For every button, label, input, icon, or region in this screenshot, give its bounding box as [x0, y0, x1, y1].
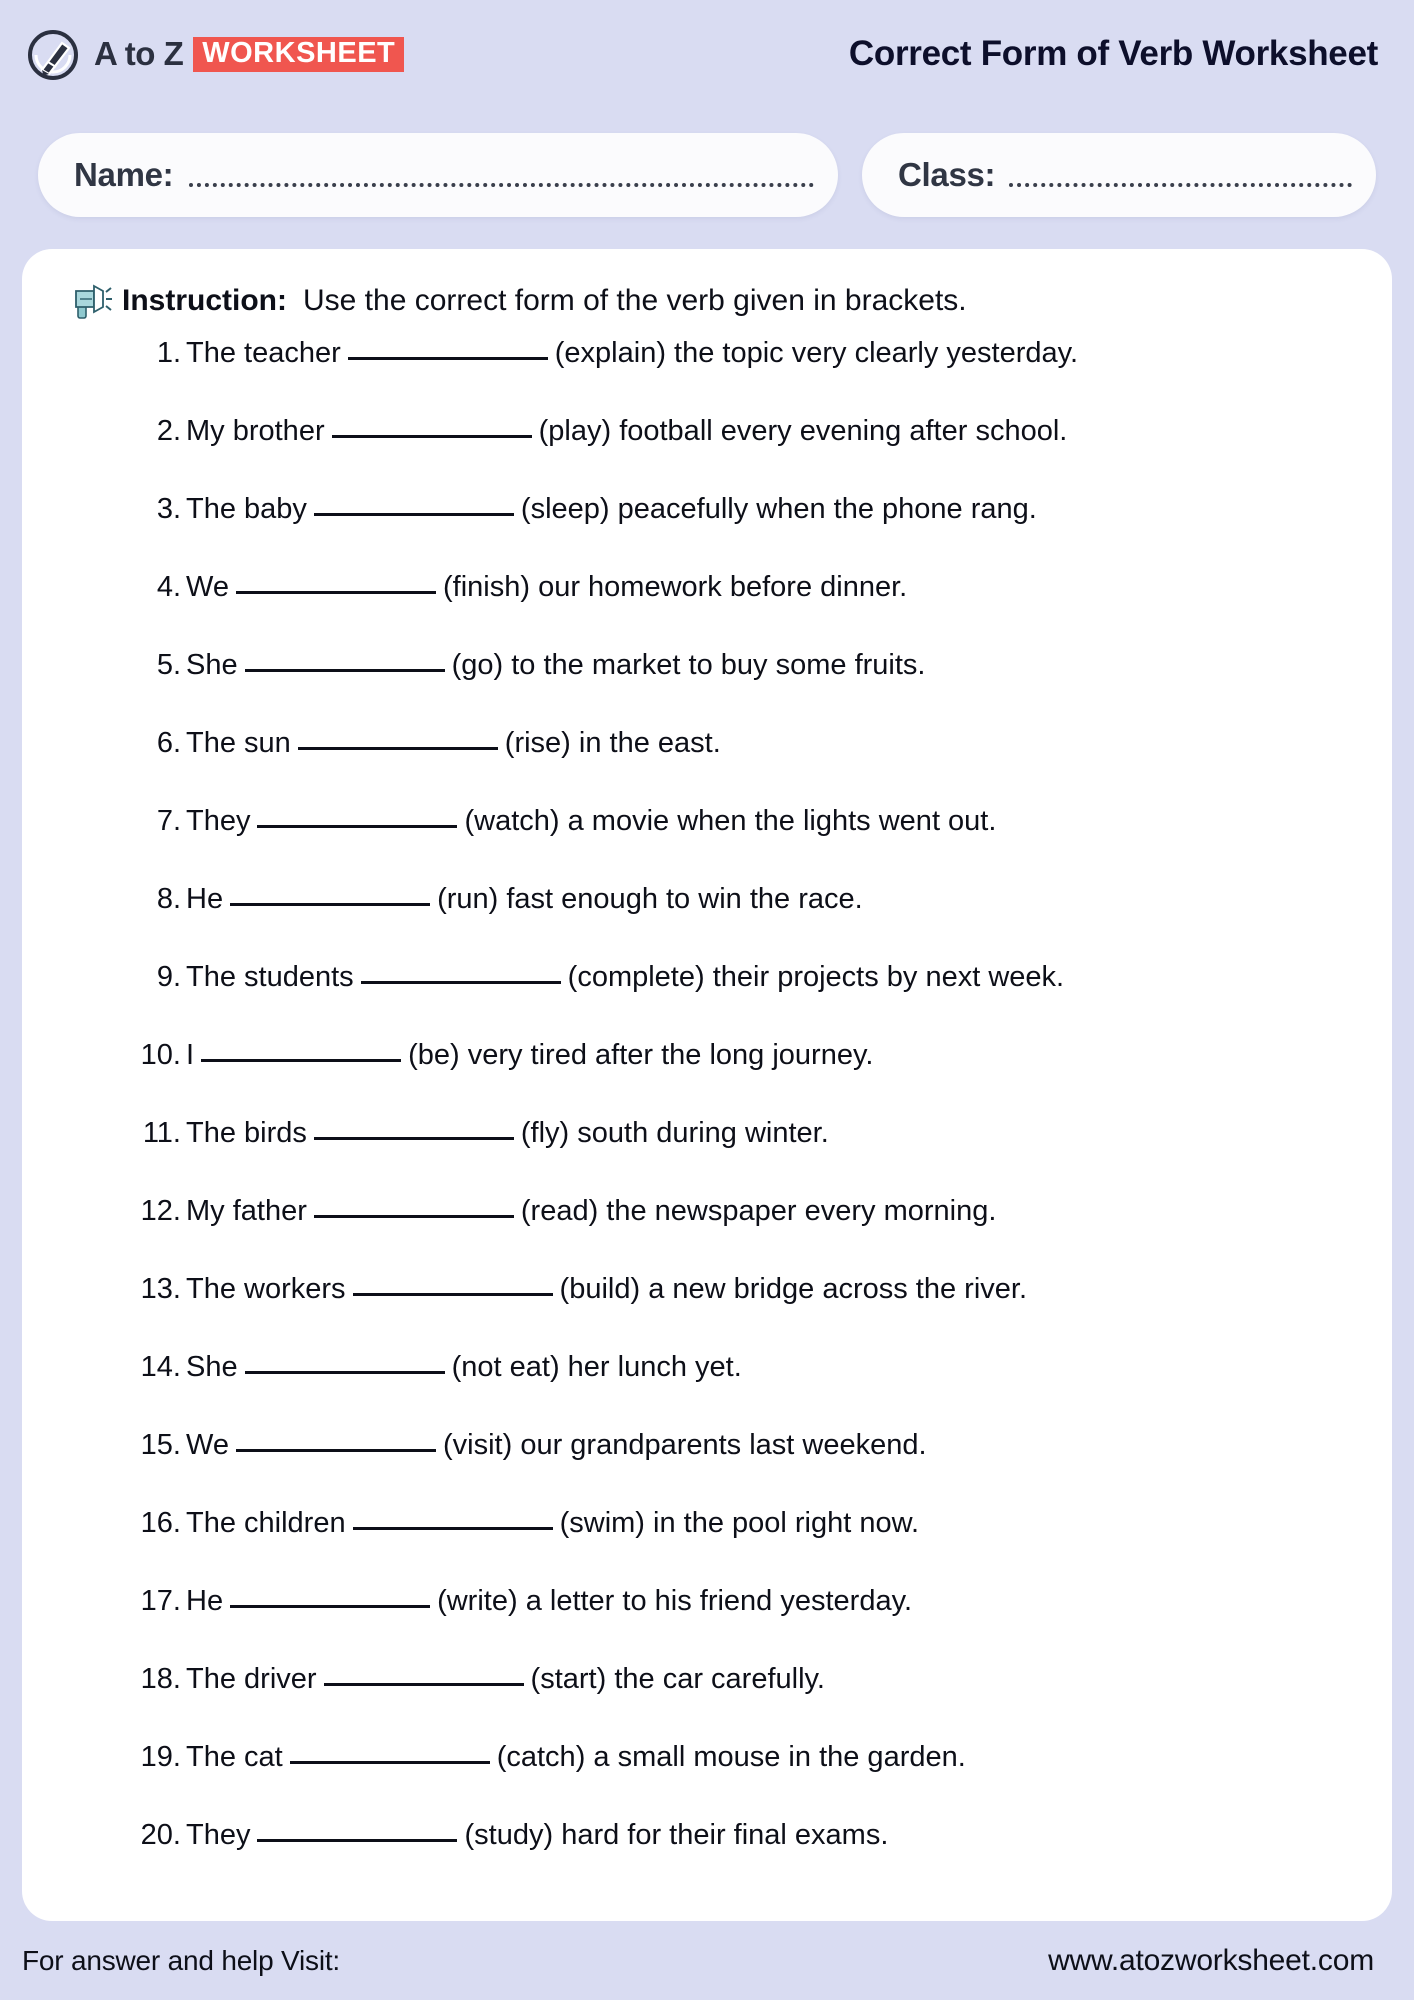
question-sentence	[186, 961, 1064, 994]
answer-blank[interactable]	[257, 825, 457, 828]
answer-blank[interactable]	[314, 1137, 514, 1140]
question-text-after-blank: the topic very clearly yesterday.	[674, 337, 1079, 369]
verb-hint: (study)	[464, 1819, 554, 1851]
brand-logo[interactable]	[26, 26, 404, 82]
page-title: Correct Form of Verb Worksheet	[848, 34, 1378, 73]
question-text-after-blank: fast enough to win the race.	[506, 883, 863, 915]
question-sentence	[186, 883, 863, 916]
question-number: 7.	[156, 805, 181, 837]
answer-blank[interactable]	[230, 1605, 430, 1608]
question-number: 6.	[156, 727, 181, 759]
verb-hint: (start)	[530, 1663, 607, 1695]
instruction-row	[56, 281, 1358, 321]
question-row	[128, 571, 1358, 649]
answer-blank[interactable]	[236, 1449, 436, 1452]
question-text-after-blank: football every evening after school.	[619, 415, 1068, 447]
question-text-before-blank: The cat	[186, 1741, 283, 1773]
verb-hint: (complete)	[567, 961, 705, 993]
question-row	[128, 1663, 1358, 1741]
question-text-before-blank: My brother	[186, 415, 325, 447]
question-text-before-blank: We	[186, 571, 229, 603]
question-row	[128, 1819, 1358, 1897]
page-header	[0, 0, 1414, 108]
question-sentence	[186, 1507, 919, 1540]
question-row	[128, 1273, 1358, 1351]
question-row	[128, 1429, 1358, 1507]
question-number: 19.	[140, 1741, 181, 1773]
verb-hint: (build)	[559, 1273, 641, 1305]
class-field[interactable]	[862, 133, 1376, 217]
footer-website[interactable]: www.atozworksheet.com	[1048, 1943, 1374, 1977]
question-number: 16.	[140, 1507, 181, 1539]
question-text-before-blank: She	[186, 649, 238, 681]
question-text-before-blank: The baby	[186, 493, 307, 525]
verb-hint: (rise)	[504, 727, 571, 759]
question-text-after-blank: our grandparents last weekend.	[520, 1429, 927, 1461]
answer-blank[interactable]	[257, 1839, 457, 1842]
question-text-before-blank: The children	[186, 1507, 346, 1539]
question-sentence	[186, 415, 1067, 448]
question-text-after-blank: hard for their final exams.	[561, 1819, 889, 1851]
question-row	[128, 337, 1358, 415]
verb-hint: (fly)	[520, 1117, 570, 1149]
question-row	[128, 883, 1358, 961]
question-text-before-blank: She	[186, 1351, 238, 1383]
verb-hint: (go)	[451, 649, 504, 681]
name-field-label: Name:	[74, 156, 174, 193]
question-number: 11.	[142, 1117, 181, 1149]
question-sentence	[186, 493, 1037, 526]
question-row	[128, 1585, 1358, 1663]
question-text-before-blank: The driver	[186, 1663, 317, 1695]
question-sentence	[186, 1273, 1027, 1306]
pen-circle-icon	[26, 26, 82, 82]
question-text-after-blank: very tired after the long journey.	[467, 1039, 874, 1071]
question-sentence	[186, 337, 1078, 370]
answer-blank[interactable]	[314, 513, 514, 516]
answer-blank[interactable]	[298, 747, 498, 750]
name-field-writing-line[interactable]	[189, 183, 814, 187]
question-number: 4.	[156, 571, 181, 603]
verb-hint: (write)	[437, 1585, 518, 1617]
name-field[interactable]	[38, 133, 838, 217]
megaphone-icon	[70, 281, 112, 321]
question-text-after-blank: a small mouse in the garden.	[593, 1741, 966, 1773]
answer-blank[interactable]	[245, 1371, 445, 1374]
verb-hint: (sleep)	[520, 493, 610, 525]
question-text-after-blank: to the market to buy some fruits.	[511, 649, 926, 681]
verb-hint: (read)	[520, 1195, 599, 1227]
verb-hint: (play)	[538, 415, 612, 447]
question-text-after-blank: a new bridge across the river.	[648, 1273, 1028, 1305]
question-text-before-blank: The students	[186, 961, 354, 993]
question-row	[128, 493, 1358, 571]
question-text-before-blank: They	[186, 805, 251, 837]
answer-blank[interactable]	[290, 1761, 490, 1764]
question-number: 18.	[140, 1663, 181, 1695]
worksheet-card	[22, 249, 1392, 1921]
question-text-after-blank: our homework before dinner.	[538, 571, 908, 603]
question-list	[56, 337, 1358, 1897]
question-sentence	[186, 1663, 825, 1696]
answer-blank[interactable]	[332, 435, 532, 438]
question-number: 8.	[156, 883, 181, 915]
question-row	[128, 1195, 1358, 1273]
answer-blank[interactable]	[324, 1683, 524, 1686]
verb-hint: (not eat)	[451, 1351, 560, 1383]
question-row	[128, 961, 1358, 1039]
answer-blank[interactable]	[245, 669, 445, 672]
answer-blank[interactable]	[353, 1527, 553, 1530]
question-row	[128, 415, 1358, 493]
question-text-before-blank: The workers	[186, 1273, 346, 1305]
question-sentence	[186, 1585, 912, 1618]
question-text-after-blank: a movie when the lights went out.	[567, 805, 997, 837]
question-text-before-blank: They	[186, 1819, 251, 1851]
answer-blank[interactable]	[236, 591, 436, 594]
question-text-before-blank: The birds	[186, 1117, 307, 1149]
answer-blank[interactable]	[314, 1215, 514, 1218]
question-number: 1.	[156, 337, 181, 369]
verb-hint: (catch)	[496, 1741, 586, 1773]
question-row	[128, 1039, 1358, 1117]
question-number: 9.	[156, 961, 181, 993]
question-sentence	[186, 805, 996, 838]
question-text-before-blank: The teacher	[186, 337, 341, 369]
verb-hint: (swim)	[559, 1507, 645, 1539]
question-number: 13.	[140, 1273, 181, 1305]
question-row	[128, 1507, 1358, 1585]
question-sentence	[186, 1429, 927, 1462]
logo-badge: WORKSHEET	[193, 37, 404, 72]
question-sentence	[186, 1741, 966, 1774]
question-text-before-blank: I	[186, 1039, 195, 1071]
question-sentence	[186, 649, 925, 682]
question-sentence	[186, 727, 721, 760]
question-sentence	[186, 1819, 888, 1852]
question-number: 12.	[140, 1195, 181, 1227]
question-text-before-blank: He	[186, 1585, 224, 1617]
question-row	[128, 1117, 1358, 1195]
answer-blank[interactable]	[230, 903, 430, 906]
logo-primary-text: A to Z	[94, 35, 184, 72]
question-text-before-blank: He	[186, 883, 224, 915]
verb-hint: (explain)	[554, 337, 666, 369]
question-row	[128, 1741, 1358, 1819]
question-sentence	[186, 1351, 742, 1384]
verb-hint: (watch)	[464, 805, 560, 837]
instruction-label: Instruction:	[122, 284, 287, 317]
question-text-before-blank: The sun	[186, 727, 291, 759]
question-text-before-blank: We	[186, 1429, 229, 1461]
question-text-before-blank: My father	[186, 1195, 307, 1227]
question-text-after-blank: the car carefully.	[614, 1663, 825, 1695]
footer-help-text: For answer and help Visit:	[22, 1944, 341, 1976]
question-sentence	[186, 1039, 873, 1072]
question-text-after-blank: her lunch yet.	[567, 1351, 742, 1383]
question-text-after-blank: peacefully when the phone rang.	[617, 493, 1037, 525]
question-number: 17.	[140, 1585, 181, 1617]
answer-blank[interactable]	[353, 1293, 553, 1296]
question-number: 10.	[140, 1039, 181, 1071]
class-field-writing-line[interactable]	[1009, 183, 1352, 187]
verb-hint: (visit)	[442, 1429, 513, 1461]
question-number: 5.	[156, 649, 181, 681]
answer-blank[interactable]	[348, 357, 548, 360]
question-number: 3.	[156, 493, 181, 525]
class-field-label: Class:	[898, 156, 996, 193]
question-text-after-blank: their projects by next week.	[712, 961, 1065, 993]
question-number: 2.	[156, 415, 181, 447]
question-text-after-blank: the newspaper every morning.	[606, 1195, 997, 1227]
verb-hint: (be)	[408, 1039, 460, 1071]
question-text-after-blank: in the pool right now.	[653, 1507, 920, 1539]
question-row	[128, 649, 1358, 727]
answer-blank[interactable]	[361, 981, 561, 984]
question-number: 14.	[140, 1351, 181, 1383]
question-text-after-blank: in the east.	[578, 727, 721, 759]
question-sentence	[186, 1117, 829, 1150]
question-row	[128, 727, 1358, 805]
page-footer	[0, 1921, 1414, 2000]
instruction-text: Use the correct form of the verb given in brackets.	[303, 284, 967, 317]
answer-blank[interactable]	[201, 1059, 401, 1062]
question-row	[128, 1351, 1358, 1429]
question-sentence	[186, 1195, 996, 1228]
question-row	[128, 805, 1358, 883]
question-sentence	[186, 571, 907, 604]
verb-hint: (finish)	[442, 571, 530, 603]
student-fields-row	[0, 133, 1414, 219]
question-text-after-blank: south during winter.	[577, 1117, 829, 1149]
question-number: 20.	[140, 1819, 181, 1851]
verb-hint: (run)	[437, 883, 499, 915]
question-text-after-blank: a letter to his friend yesterday.	[525, 1585, 913, 1617]
question-number: 15.	[140, 1429, 181, 1461]
